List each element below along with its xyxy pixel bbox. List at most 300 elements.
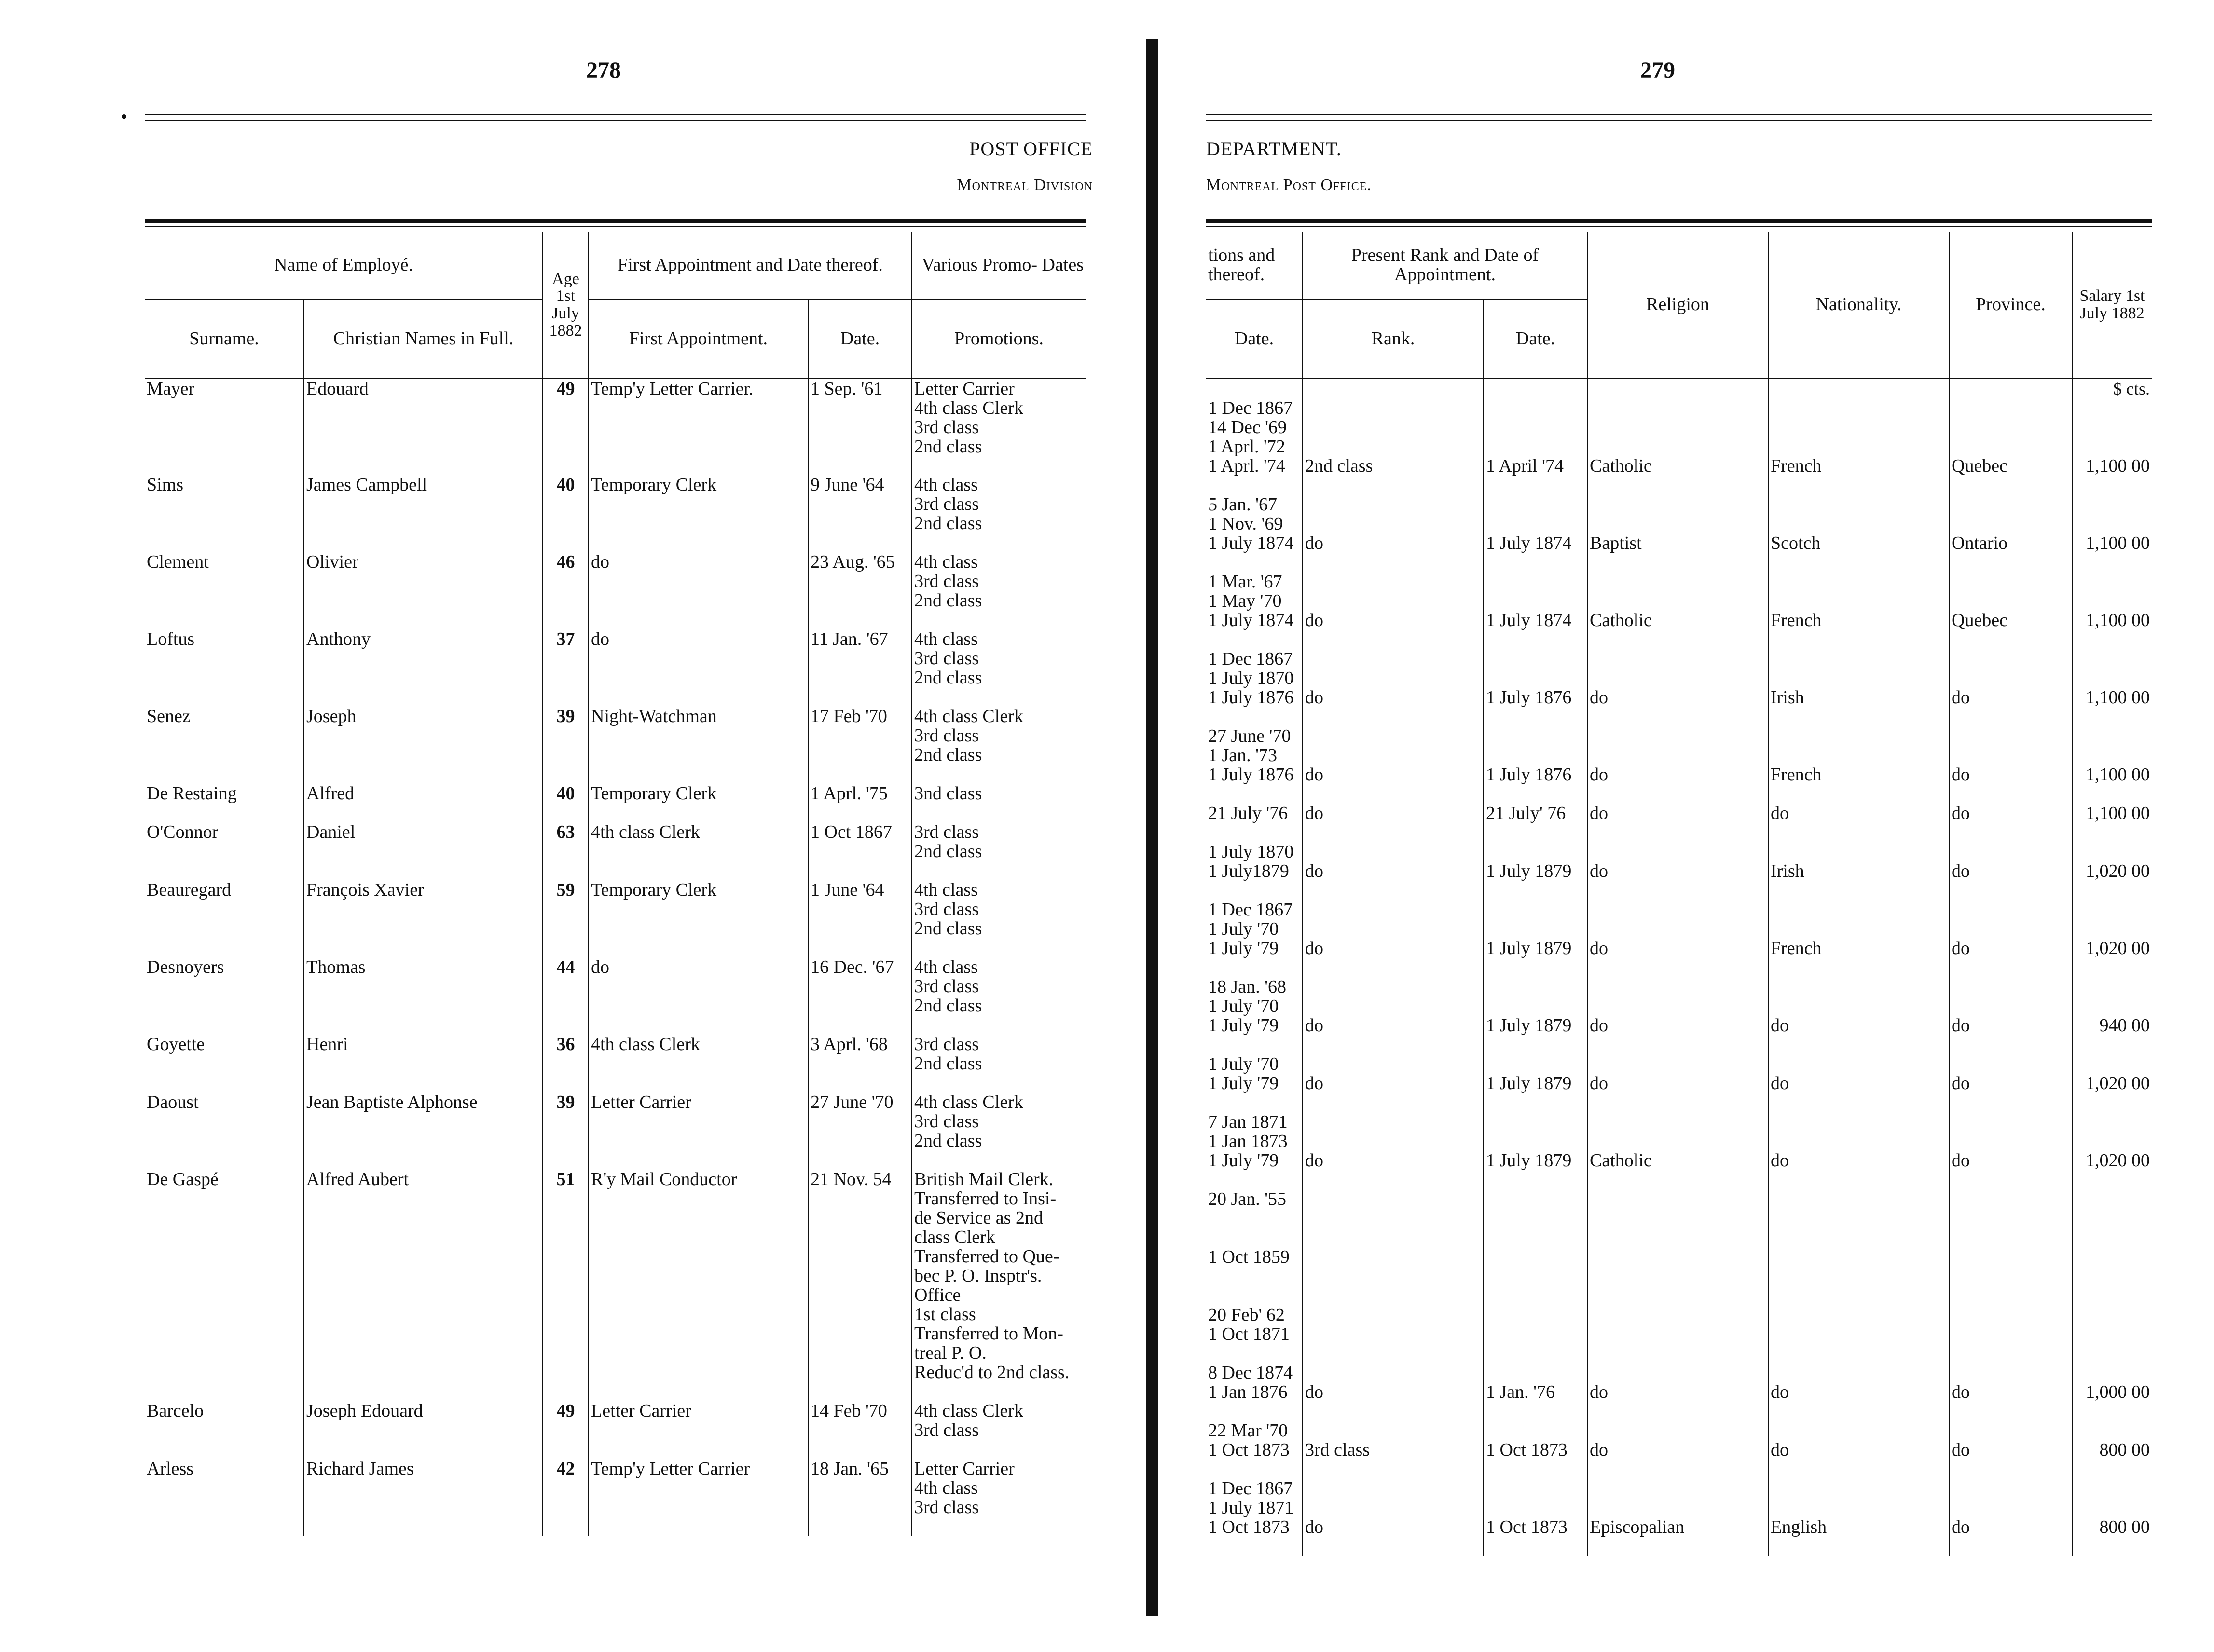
- promotions-cell: [912, 1401, 1086, 1459]
- rank-date-cell: 1 July 1874: [1484, 495, 1587, 572]
- promotion-entry: 3rd class: [914, 649, 979, 668]
- christian-names-cell: Alfred Aubert: [304, 1170, 543, 1401]
- promotion-date-entry: 1 July 1870: [1208, 842, 1294, 861]
- promotion-date-entry: 21 July '76: [1208, 804, 1288, 823]
- promotion-date-entry: 1 July '70: [1208, 997, 1279, 1016]
- promotion-entry: 2nd class: [914, 437, 982, 456]
- rank-cell: do: [1303, 572, 1484, 649]
- christian-names-cell: Anthony: [304, 629, 543, 707]
- page-subtitle-right: Montreal Post Office.: [1206, 176, 1372, 194]
- province-cell: do: [1949, 1112, 2072, 1189]
- promotion-entry: 2nd class: [914, 996, 982, 1015]
- first-appointment-cell: do: [589, 957, 808, 1035]
- stray-mark: •: [121, 106, 128, 127]
- christian-names-cell: Joseph Edouard: [304, 1401, 543, 1459]
- promotions-cell: [912, 707, 1086, 784]
- promotions-cell: [912, 552, 1086, 629]
- page-number-right: 279: [1640, 57, 1675, 83]
- rank-cell: do: [1303, 977, 1484, 1054]
- rank-cell: do: [1303, 495, 1484, 572]
- table-row: [145, 552, 1086, 629]
- promotion-entry: 3rd class: [914, 418, 979, 437]
- promotion-entry: British Mail Clerk.: [914, 1170, 1054, 1189]
- promotion-date-entry: 1 July '79: [1208, 1074, 1279, 1093]
- table-row: [1206, 900, 2152, 977]
- religion-cell: do: [1587, 977, 1768, 1054]
- page-subtitle-left: Montreal Division: [957, 176, 1093, 194]
- age-cell: 59: [543, 880, 589, 957]
- employee-table-left: [145, 232, 1086, 1536]
- first-date-cell: 18 Jan. '65: [808, 1459, 912, 1536]
- promotion-entry: 1st class: [914, 1305, 976, 1324]
- promotion-date-entry: 1 Oct 1873: [1208, 1517, 1290, 1537]
- promotion-date-entry: 1 Jan 1876: [1208, 1382, 1288, 1402]
- col-age: Age 1st July 1882: [543, 232, 589, 379]
- salary-cell: 1,100 00: [2072, 649, 2152, 726]
- religion-cell: do: [1587, 726, 1768, 804]
- table-row: [1206, 1112, 2152, 1189]
- page-number-left: 278: [586, 57, 621, 83]
- first-date-cell: 1 Aprl. '75: [808, 784, 912, 822]
- promotion-entry: 3rd class: [914, 822, 979, 842]
- province-cell: do: [1949, 1479, 2072, 1556]
- surname-cell: Arless: [147, 1459, 194, 1479]
- promotion-dates-cell: [1206, 649, 1303, 726]
- nationality-cell: English: [1768, 1479, 1949, 1556]
- table-row: [145, 957, 1086, 1035]
- table-row: [1206, 1054, 2152, 1112]
- table-row: [1206, 977, 2152, 1054]
- first-date-cell: 11 Jan. '67: [808, 629, 912, 707]
- rank-cell: do: [1303, 804, 1484, 842]
- age-cell: 49: [543, 1401, 589, 1459]
- rank-date-cell: 1 Oct 1873: [1484, 1421, 1587, 1479]
- promotions-cell: [912, 1459, 1086, 1536]
- promotion-entry: 4th class Clerk: [914, 707, 1023, 726]
- nationality-cell: do: [1768, 977, 1949, 1054]
- promotion-entry: class Clerk: [914, 1228, 995, 1247]
- province-cell: do: [1949, 804, 2072, 842]
- col-group-promotions: Various Promo- Dates: [912, 232, 1086, 299]
- page-gutter: [1146, 39, 1158, 1616]
- salary-unit: $ cts.: [2072, 379, 2152, 398]
- promotion-date-entry: [1208, 1286, 1300, 1305]
- first-appointment-cell: do: [589, 552, 808, 629]
- col-rank: Rank.: [1303, 299, 1484, 379]
- promotion-date-entry: 1 July 1876: [1208, 688, 1294, 707]
- religion-cell: Catholic: [1587, 572, 1768, 649]
- promotion-date-entry: 1 July 1870: [1208, 669, 1294, 688]
- first-appointment-cell: Temp'y Letter Carrier: [589, 1459, 808, 1536]
- first-appointment-cell: Letter Carrier: [589, 1401, 808, 1459]
- surname-cell: Barcelo: [147, 1401, 204, 1421]
- surname-cell: De Gaspé: [147, 1170, 219, 1189]
- age-cell: 46: [543, 552, 589, 629]
- promotion-date-entry: 1 July '70: [1208, 1054, 1279, 1074]
- salary-cell: 1,020 00: [2072, 1054, 2152, 1112]
- promotions-cell: [912, 784, 1086, 822]
- religion-cell: do: [1587, 804, 1768, 842]
- rank-cell: do: [1303, 900, 1484, 977]
- right-page: [1177, 0, 2214, 1652]
- top-rule-right: [1206, 114, 2152, 115]
- surname-cell: Loftus: [147, 629, 195, 649]
- promotions-cell: [912, 822, 1086, 880]
- table-row: [145, 629, 1086, 707]
- promotion-entry: bec P. O. Insptr's.: [914, 1266, 1042, 1285]
- top-rule: [145, 114, 1086, 115]
- promotion-entry: 3rd class: [914, 1112, 979, 1131]
- promotion-date-entry: 22 Mar '70: [1208, 1421, 1288, 1440]
- table-row: [145, 822, 1086, 880]
- promotion-date-entry: 1 Oct 1873: [1208, 1440, 1290, 1460]
- age-cell: 42: [543, 1459, 589, 1536]
- province-cell: do: [1949, 1421, 2072, 1479]
- promotion-date-entry: 1 Aprl. '74: [1208, 456, 1285, 476]
- promotion-date-entry: 1 Dec 1867: [1208, 649, 1293, 669]
- rank-date-cell: 1 July 1879: [1484, 900, 1587, 977]
- table-top-rule-right: [1206, 219, 2152, 223]
- first-appointment-cell: Letter Carrier: [589, 1092, 808, 1170]
- table-row: [145, 1459, 1086, 1536]
- promotion-date-entry: 1 Oct 1871: [1208, 1324, 1290, 1344]
- nationality-cell: do: [1768, 804, 1949, 842]
- promotion-entry: 4th class: [914, 629, 978, 649]
- col-promotion-dates-cont: tions and thereof.: [1206, 232, 1303, 299]
- table-row: [1206, 1479, 2152, 1556]
- table-row: [1206, 572, 2152, 649]
- promotion-entry: treal P. O.: [914, 1343, 987, 1363]
- religion-cell: do: [1587, 1189, 1768, 1421]
- col-province: Province.: [1949, 232, 2072, 379]
- col-group-first-appointment: First Appointment and Date thereof.: [589, 232, 912, 299]
- promotion-date-entry: 1 July1879: [1208, 861, 1289, 881]
- rank-cell: 2nd class: [1303, 398, 1484, 495]
- surname-cell: Goyette: [147, 1035, 205, 1054]
- religion-cell: do: [1587, 649, 1768, 726]
- table-row: [145, 707, 1086, 784]
- promotion-entry: 4th class Clerk: [914, 398, 1023, 418]
- religion-cell: Catholic: [1587, 398, 1768, 495]
- province-cell: do: [1949, 900, 2072, 977]
- promotion-date-entry: 1 Oct 1859: [1208, 1247, 1290, 1267]
- age-cell: 40: [543, 475, 589, 552]
- rank-date-cell: 1 July 1876: [1484, 649, 1587, 726]
- surname-cell: O'Connor: [147, 822, 219, 842]
- salary-cell: 1,020 00: [2072, 842, 2152, 900]
- first-date-cell: 27 June '70: [808, 1092, 912, 1170]
- promotion-date-entry: 1 July 1874: [1208, 611, 1294, 630]
- promotion-date-entry: 7 Jan 1871: [1208, 1112, 1288, 1132]
- promotion-date-entry: [1208, 1228, 1300, 1247]
- nationality-cell: French: [1768, 726, 1949, 804]
- rank-cell: do: [1303, 1054, 1484, 1112]
- nationality-cell: Scotch: [1768, 495, 1949, 572]
- col-first-appointment: First Appointment.: [589, 299, 808, 379]
- promotion-dates-cell: [1206, 1189, 1303, 1421]
- rank-date-cell: 1 July 1879: [1484, 1112, 1587, 1189]
- first-appointment-cell: Temporary Clerk: [589, 784, 808, 822]
- first-date-cell: 3 Aprl. '68: [808, 1035, 912, 1092]
- first-date-cell: 1 Sep. '61: [808, 379, 912, 475]
- promotion-dates-cell: [1206, 1479, 1303, 1556]
- nationality-cell: Irish: [1768, 649, 1949, 726]
- promotion-entry: 2nd class: [914, 919, 982, 938]
- col-first-date: Date.: [808, 299, 912, 379]
- promotion-entry: 2nd class: [914, 591, 982, 610]
- promotion-date-entry: 1 Jan. '73: [1208, 746, 1278, 765]
- first-appointment-cell: Temp'y Letter Carrier.: [589, 379, 808, 475]
- religion-cell: do: [1587, 900, 1768, 977]
- salary-cell: 1,100 00: [2072, 726, 2152, 804]
- table-row: [145, 1401, 1086, 1459]
- promotion-entry: 3rd class: [914, 726, 979, 745]
- promotion-entry: 2nd class: [914, 668, 982, 687]
- promotion-dates-cell: [1206, 1112, 1303, 1189]
- province-cell: Quebec: [1949, 398, 2072, 495]
- promotion-entry: 2nd class: [914, 1054, 982, 1073]
- table-row: [1206, 1421, 2152, 1479]
- christian-names-cell: Olivier: [304, 552, 543, 629]
- table-row: [145, 1035, 1086, 1092]
- promotion-date-entry: 1 July 1874: [1208, 533, 1294, 553]
- surname-cell: De Restaing: [147, 784, 237, 804]
- rank-date-cell: 1 July 1874: [1484, 572, 1587, 649]
- province-cell: Ontario: [1949, 495, 2072, 572]
- promotion-entry: de Service as 2nd: [914, 1208, 1043, 1228]
- top-rule-right-2: [1206, 120, 2152, 121]
- age-cell: 63: [543, 822, 589, 880]
- first-appointment-cell: Temporary Clerk: [589, 880, 808, 957]
- rank-cell: do: [1303, 1479, 1484, 1556]
- promotion-entry: 2nd class: [914, 1131, 982, 1150]
- salary-cell: 1,000 00: [2072, 1189, 2152, 1421]
- promotion-dates-cell: [1206, 804, 1303, 842]
- table-row: [145, 1092, 1086, 1170]
- table-row: [1206, 1189, 2152, 1421]
- first-appointment-cell: Temporary Clerk: [589, 475, 808, 552]
- christian-names-cell: James Campbell: [304, 475, 543, 552]
- promotion-date-entry: 20 Jan. '55: [1208, 1189, 1287, 1209]
- rank-date-cell: 1 Oct 1873: [1484, 1479, 1587, 1556]
- promotion-date-entry: 1 Dec 1867: [1208, 398, 1293, 418]
- first-appointment-cell: Night-Watchman: [589, 707, 808, 784]
- promotions-cell: [912, 1170, 1086, 1401]
- promotion-date-entry: 1 July '79: [1208, 1151, 1279, 1170]
- salary-cell: 940 00: [2072, 977, 2152, 1054]
- promotions-cell: [912, 379, 1086, 475]
- religion-cell: Episcopalian: [1587, 1479, 1768, 1556]
- age-cell: 40: [543, 784, 589, 822]
- rank-date-cell: 1 July 1876: [1484, 726, 1587, 804]
- promotion-dates-cell: [1206, 977, 1303, 1054]
- col-group-present-rank: Present Rank and Date of Appointment.: [1303, 232, 1587, 299]
- promotion-entry: 4th class: [914, 475, 978, 494]
- age-cell: 49: [543, 379, 589, 475]
- salary-cell: 1,100 00: [2072, 495, 2152, 572]
- table-row: [1206, 649, 2152, 726]
- table-row: [1206, 495, 2152, 572]
- promotion-entry: Transferred to Insi-: [914, 1189, 1057, 1208]
- first-date-cell: 16 Dec. '67: [808, 957, 912, 1035]
- salary-cell: 800 00: [2072, 1479, 2152, 1556]
- promotion-date-entry: 1 Dec 1867: [1208, 900, 1293, 919]
- promotion-entry: 3nd class: [914, 784, 982, 803]
- promotion-entry: Transferred to Que-: [914, 1247, 1059, 1266]
- province-cell: do: [1949, 726, 2072, 804]
- religion-cell: Catholic: [1587, 1112, 1768, 1189]
- surname-cell: Daoust: [147, 1092, 199, 1112]
- col-salary: Salary 1st July 1882: [2072, 232, 2152, 379]
- promotion-date-entry: 8 Dec 1874: [1208, 1363, 1293, 1382]
- rank-date-cell: 21 July' 76: [1484, 804, 1587, 842]
- table-row: [145, 475, 1086, 552]
- promotion-dates-cell: [1206, 1421, 1303, 1479]
- nationality-cell: do: [1768, 1189, 1949, 1421]
- table-row: [1206, 726, 2152, 804]
- first-date-cell: 1 Oct 1867: [808, 822, 912, 880]
- promotion-date-entry: 1 July 1871: [1208, 1498, 1294, 1517]
- rank-date-cell: 1 Jan. '76: [1484, 1189, 1587, 1421]
- promotion-entry: 4th class: [914, 880, 978, 900]
- promotion-date-entry: 1 July '79: [1208, 939, 1279, 958]
- promotion-date-entry: [1208, 1344, 1300, 1363]
- first-date-cell: 23 Aug. '65: [808, 552, 912, 629]
- rank-date-cell: 1 July 1879: [1484, 1054, 1587, 1112]
- promotion-dates-cell: [1206, 726, 1303, 804]
- promotion-entry: 4th class: [914, 1478, 978, 1498]
- province-cell: do: [1949, 1054, 2072, 1112]
- table-row: [145, 379, 1086, 475]
- religion-cell: do: [1587, 1054, 1768, 1112]
- promotions-cell: [912, 957, 1086, 1035]
- first-date-cell: 9 June '64: [808, 475, 912, 552]
- promotion-date-entry: 1 Jan 1873: [1208, 1132, 1288, 1151]
- promotion-date-entry: 1 July 1876: [1208, 765, 1294, 784]
- promotion-entry: 2nd class: [914, 842, 982, 861]
- col-group-name: Name of Employé.: [145, 232, 543, 299]
- age-cell: 36: [543, 1035, 589, 1092]
- christian-names-cell: Daniel: [304, 822, 543, 880]
- promotion-entry: 3rd class: [914, 900, 979, 919]
- promotion-entry: 3rd class: [914, 1498, 979, 1517]
- salary-cell: 1,100 00: [2072, 572, 2152, 649]
- age-cell: 39: [543, 1092, 589, 1170]
- nationality-cell: Irish: [1768, 842, 1949, 900]
- first-appointment-cell: do: [589, 629, 808, 707]
- age-cell: 37: [543, 629, 589, 707]
- salary-cell: 1,100 00: [2072, 804, 2152, 842]
- promotion-date-entry: 18 Jan. '68: [1208, 977, 1287, 997]
- age-cell: 51: [543, 1170, 589, 1401]
- promotion-entry: 4th class: [914, 552, 978, 572]
- promotion-dates-cell: [1206, 842, 1303, 900]
- promotions-cell: [912, 1092, 1086, 1170]
- table-row: [1206, 398, 2152, 495]
- christian-names-cell: Richard James: [304, 1459, 543, 1536]
- promotion-entry: Reduc'd to 2nd class.: [914, 1363, 1070, 1382]
- salary-cell: 800 00: [2072, 1421, 2152, 1479]
- promotion-dates-cell: [1206, 398, 1303, 495]
- promotion-entry: 2nd class: [914, 514, 982, 533]
- promotion-date-entry: 1 Nov. '69: [1208, 514, 1283, 533]
- province-cell: do: [1949, 977, 2072, 1054]
- promotions-cell: [912, 1035, 1086, 1092]
- religion-cell: do: [1587, 842, 1768, 900]
- rank-cell: 3rd class: [1303, 1421, 1484, 1479]
- promotion-dates-cell: [1206, 495, 1303, 572]
- promotion-date-entry: 14 Dec '69: [1208, 418, 1287, 437]
- first-date-cell: 21 Nov. 54: [808, 1170, 912, 1401]
- col-promotion-date: Date.: [1206, 299, 1303, 379]
- col-rank-date: Date.: [1484, 299, 1587, 379]
- promotion-date-entry: 1 July '79: [1208, 1016, 1279, 1035]
- salary-cell: 1,020 00: [2072, 900, 2152, 977]
- nationality-cell: French: [1768, 900, 1949, 977]
- table-top-rule-2: [145, 226, 1086, 227]
- promotion-dates-cell: [1206, 572, 1303, 649]
- christian-names-cell: Alfred: [304, 784, 543, 822]
- promotion-entry: Letter Carrier: [914, 1459, 1015, 1478]
- promotion-entry: 3rd class: [914, 977, 979, 996]
- religion-cell: do: [1587, 1421, 1768, 1479]
- promotions-cell: [912, 880, 1086, 957]
- promotion-date-entry: 1 Mar. '67: [1208, 572, 1282, 591]
- employee-rows-right: [1206, 379, 2152, 1556]
- rank-date-cell: 1 July 1879: [1484, 977, 1587, 1054]
- rank-date-cell: 1 April '74: [1484, 398, 1587, 495]
- nationality-cell: do: [1768, 1112, 1949, 1189]
- table-row: [1206, 804, 2152, 842]
- nationality-cell: do: [1768, 1054, 1949, 1112]
- table-row: [145, 1170, 1086, 1401]
- christian-names-cell: Henri: [304, 1035, 543, 1092]
- promotion-entry: 4th class: [914, 957, 978, 977]
- surname-cell: Clement: [147, 552, 209, 572]
- province-cell: do: [1949, 842, 2072, 900]
- table-row: [1206, 842, 2152, 900]
- nationality-cell: French: [1768, 572, 1949, 649]
- promotion-entry: 3rd class: [914, 494, 979, 514]
- promotion-entry: 3rd class: [914, 1420, 979, 1440]
- rank-cell: do: [1303, 1189, 1484, 1421]
- promotions-cell: [912, 629, 1086, 707]
- surname-cell: Beauregard: [147, 880, 232, 900]
- first-appointment-cell: 4th class Clerk: [589, 1035, 808, 1092]
- age-cell: 39: [543, 707, 589, 784]
- rank-cell: do: [1303, 842, 1484, 900]
- rank-cell: do: [1303, 726, 1484, 804]
- rank-date-cell: 1 July 1879: [1484, 842, 1587, 900]
- province-cell: do: [1949, 649, 2072, 726]
- promotion-entry: 2nd class: [914, 745, 982, 765]
- age-cell: 44: [543, 957, 589, 1035]
- nationality-cell: do: [1768, 1421, 1949, 1479]
- province-cell: Quebec: [1949, 572, 2072, 649]
- christian-names-cell: Edouard: [304, 379, 543, 475]
- christian-names-cell: Joseph: [304, 707, 543, 784]
- table-row: [145, 880, 1086, 957]
- promotion-date-entry: [1208, 1209, 1300, 1228]
- col-christian-names: Christian Names in Full.: [304, 299, 543, 379]
- page-title-left: POST OFFICE: [969, 138, 1093, 160]
- christian-names-cell: Thomas: [304, 957, 543, 1035]
- page-title-right: DEPARTMENT.: [1206, 138, 1342, 160]
- top-rule-2: [145, 120, 1086, 121]
- surname-cell: Mayer: [147, 379, 195, 399]
- table-row: [145, 784, 1086, 822]
- promotion-dates-cell: [1206, 1054, 1303, 1112]
